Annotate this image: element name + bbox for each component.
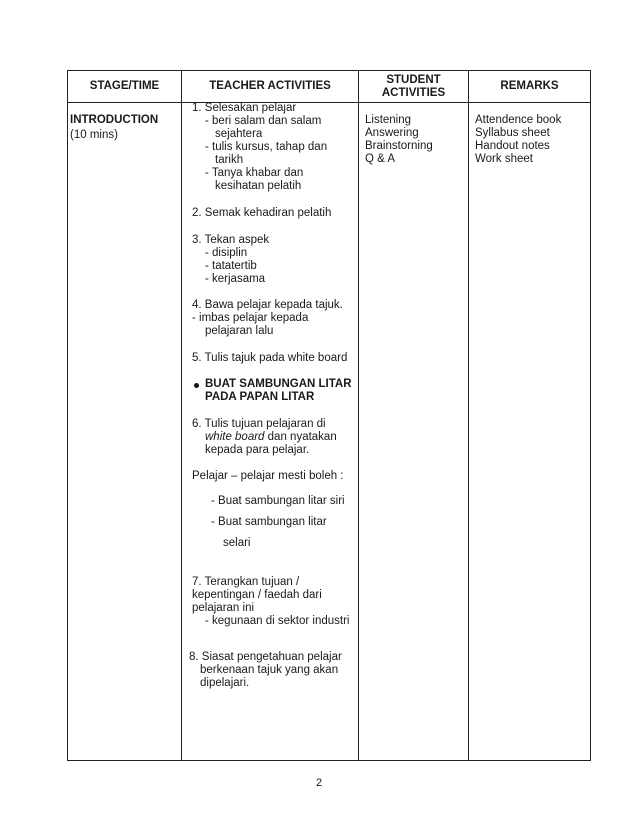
remarks-item: Syllabus sheet bbox=[475, 127, 550, 139]
header-remarks: REMARKS bbox=[469, 71, 591, 103]
teacher-line: 4. Bawa pelajar kepada tajuk. bbox=[192, 299, 343, 311]
header-student-activities bbox=[359, 71, 469, 103]
lesson-plan-table bbox=[67, 70, 591, 761]
teacher-line: - Buat sambungan litar bbox=[211, 516, 327, 528]
student-item: Answering bbox=[365, 127, 419, 139]
teacher-line: - Tanya khabar dan bbox=[205, 167, 304, 179]
teacher-line: tarikh bbox=[215, 154, 244, 166]
teacher-line: berkenaan tajuk yang akan bbox=[200, 664, 339, 676]
teacher-line-bold: BUAT SAMBUNGAN LITAR bbox=[205, 378, 352, 390]
remarks-item: Handout notes bbox=[475, 140, 550, 152]
teacher-line: - imbas pelajar kepada bbox=[192, 312, 309, 324]
header-row bbox=[68, 71, 591, 103]
teacher-line: kepada para pelajar. bbox=[205, 444, 310, 456]
bullet-icon bbox=[194, 383, 199, 388]
teacher-line: - kerjasama bbox=[205, 273, 266, 285]
student-item: Brainstorning bbox=[365, 140, 433, 152]
teacher-line-bold: PADA PAPAN LITAR bbox=[205, 391, 315, 403]
teacher-line: 1. Selesakan pelajar bbox=[192, 102, 297, 114]
teacher-line-italic: white board bbox=[205, 431, 265, 443]
student-item: Listening bbox=[365, 114, 412, 126]
introduction-row bbox=[68, 103, 591, 761]
teacher-line: - tulis kursus, tahap dan bbox=[205, 141, 328, 153]
teacher-line: pelajaran lalu bbox=[205, 325, 274, 337]
teacher-line: 5. Tulis tajuk pada white board bbox=[192, 352, 348, 364]
teacher-line: - Buat sambungan litar siri bbox=[211, 495, 345, 507]
student-activities-cell bbox=[359, 103, 469, 761]
teacher-line: selari bbox=[223, 537, 251, 549]
stage-time: (10 mins) bbox=[70, 129, 118, 141]
teacher-line-mixed bbox=[205, 431, 337, 445]
teacher-line: 6. Tulis tujuan pelajaran di bbox=[192, 418, 326, 430]
teacher-activities-cell bbox=[182, 103, 359, 761]
stage-cell bbox=[68, 103, 182, 761]
student-item: Q & A bbox=[365, 153, 396, 165]
teacher-line: - beri salam dan salam bbox=[205, 115, 322, 127]
stage-title: INTRODUCTION bbox=[70, 114, 159, 126]
header-student-line-1: STUDENT bbox=[386, 73, 441, 86]
remarks-item: Attendence book bbox=[475, 114, 562, 126]
header-teacher-activities: TEACHER ACTIVITIES bbox=[182, 71, 359, 103]
teacher-line: - tatatertib bbox=[205, 260, 257, 272]
teacher-line: 8. Siasat pengetahuan pelajar bbox=[189, 651, 342, 663]
teacher-line: - kegunaan di sektor industri bbox=[205, 615, 350, 627]
teacher-line: pelajaran ini bbox=[192, 602, 255, 614]
teacher-line: 2. Semak kehadiran pelatih bbox=[192, 207, 332, 219]
teacher-line: kepentingan / faedah dari bbox=[192, 589, 322, 601]
teacher-line: dipelajari. bbox=[200, 677, 250, 689]
teacher-line: - disiplin bbox=[205, 247, 248, 259]
remarks-item: Work sheet bbox=[475, 153, 533, 165]
teacher-line: sejahtera bbox=[215, 128, 263, 140]
teacher-line: 3. Tekan aspek bbox=[192, 234, 270, 246]
teacher-line: Pelajar – pelajar mesti boleh : bbox=[192, 470, 344, 482]
remarks-cell bbox=[469, 103, 591, 761]
page-number: 2 bbox=[315, 777, 323, 789]
teacher-line: dan nyatakan bbox=[264, 431, 337, 443]
teacher-line: 7. Terangkan tujuan / bbox=[192, 576, 300, 588]
header-student-line-2: ACTIVITIES bbox=[381, 86, 446, 99]
teacher-line: kesihatan pelatih bbox=[215, 180, 302, 192]
header-stage-time: STAGE/TIME bbox=[68, 71, 182, 103]
